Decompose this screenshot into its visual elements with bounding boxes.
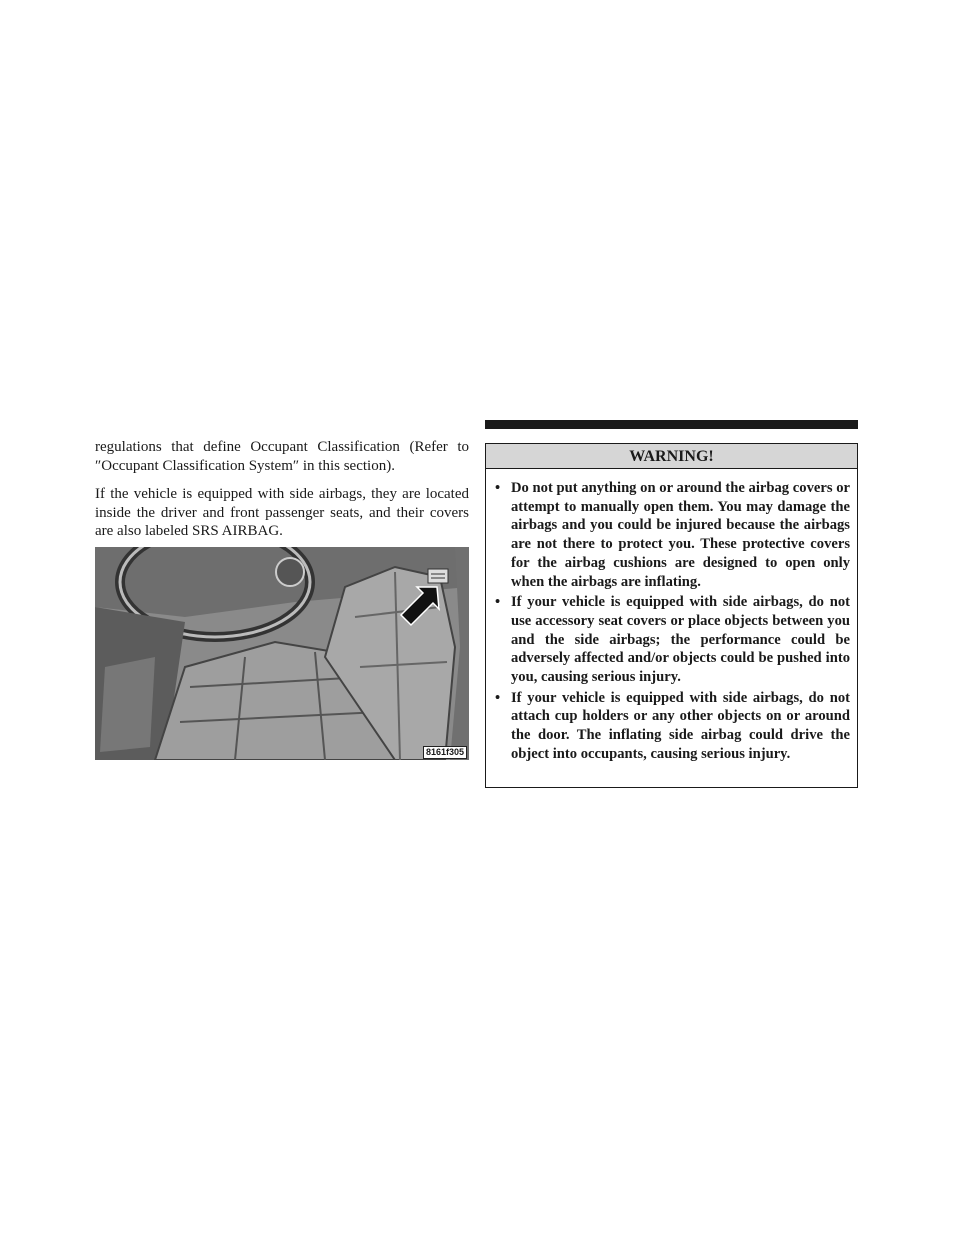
section-rule <box>485 420 858 429</box>
warning-item <box>493 479 850 591</box>
seat-illustration-drawing <box>95 547 469 760</box>
figure-code-label: 8161f305 <box>423 746 467 759</box>
bullet-icon: • <box>495 480 501 496</box>
seat-airbag-illustration <box>95 547 469 760</box>
bullet-icon: • <box>495 594 501 611</box>
bullet-icon: • <box>495 689 501 706</box>
warning-item-text: If your vehicle is equipped with side airbags, do not attach cup holders or any other objects on or around the door. The inflating side airbag could drive the object into occupants, causing serious injury. <box>511 689 850 762</box>
warning-box <box>485 443 858 788</box>
paragraph-side-airbags: If the vehicle is equipped with side airbags, they are located inside the driver and front passenger seats, and their covers are also labeled SRS AIRBAG. <box>95 486 469 540</box>
warning-list <box>486 469 857 764</box>
warning-title: WARNING! <box>486 444 857 469</box>
paragraph-occupant-classification: regulations that define Occupant Classification (Refer to ″Occupant Classification System″ in this section). <box>95 439 469 474</box>
warning-item-text: If your vehicle is equipped with side airbags, do not use accessory seat covers or place objects between you and the side airbags; the performance could be adversely affected and/or objects could be pushed into you, causing serious injury. <box>511 594 850 686</box>
warning-item <box>493 593 850 687</box>
body-text-column <box>95 438 469 541</box>
warning-item <box>493 689 850 764</box>
warning-item-text: Do not put anything on or around the airbag covers or attempt to manually open them. You may damage the airbags and you could be injured because the airbags are not there to protect you. These protective covers for the airbag cushions are designed to open only when the airbags are inflating. <box>511 480 850 590</box>
